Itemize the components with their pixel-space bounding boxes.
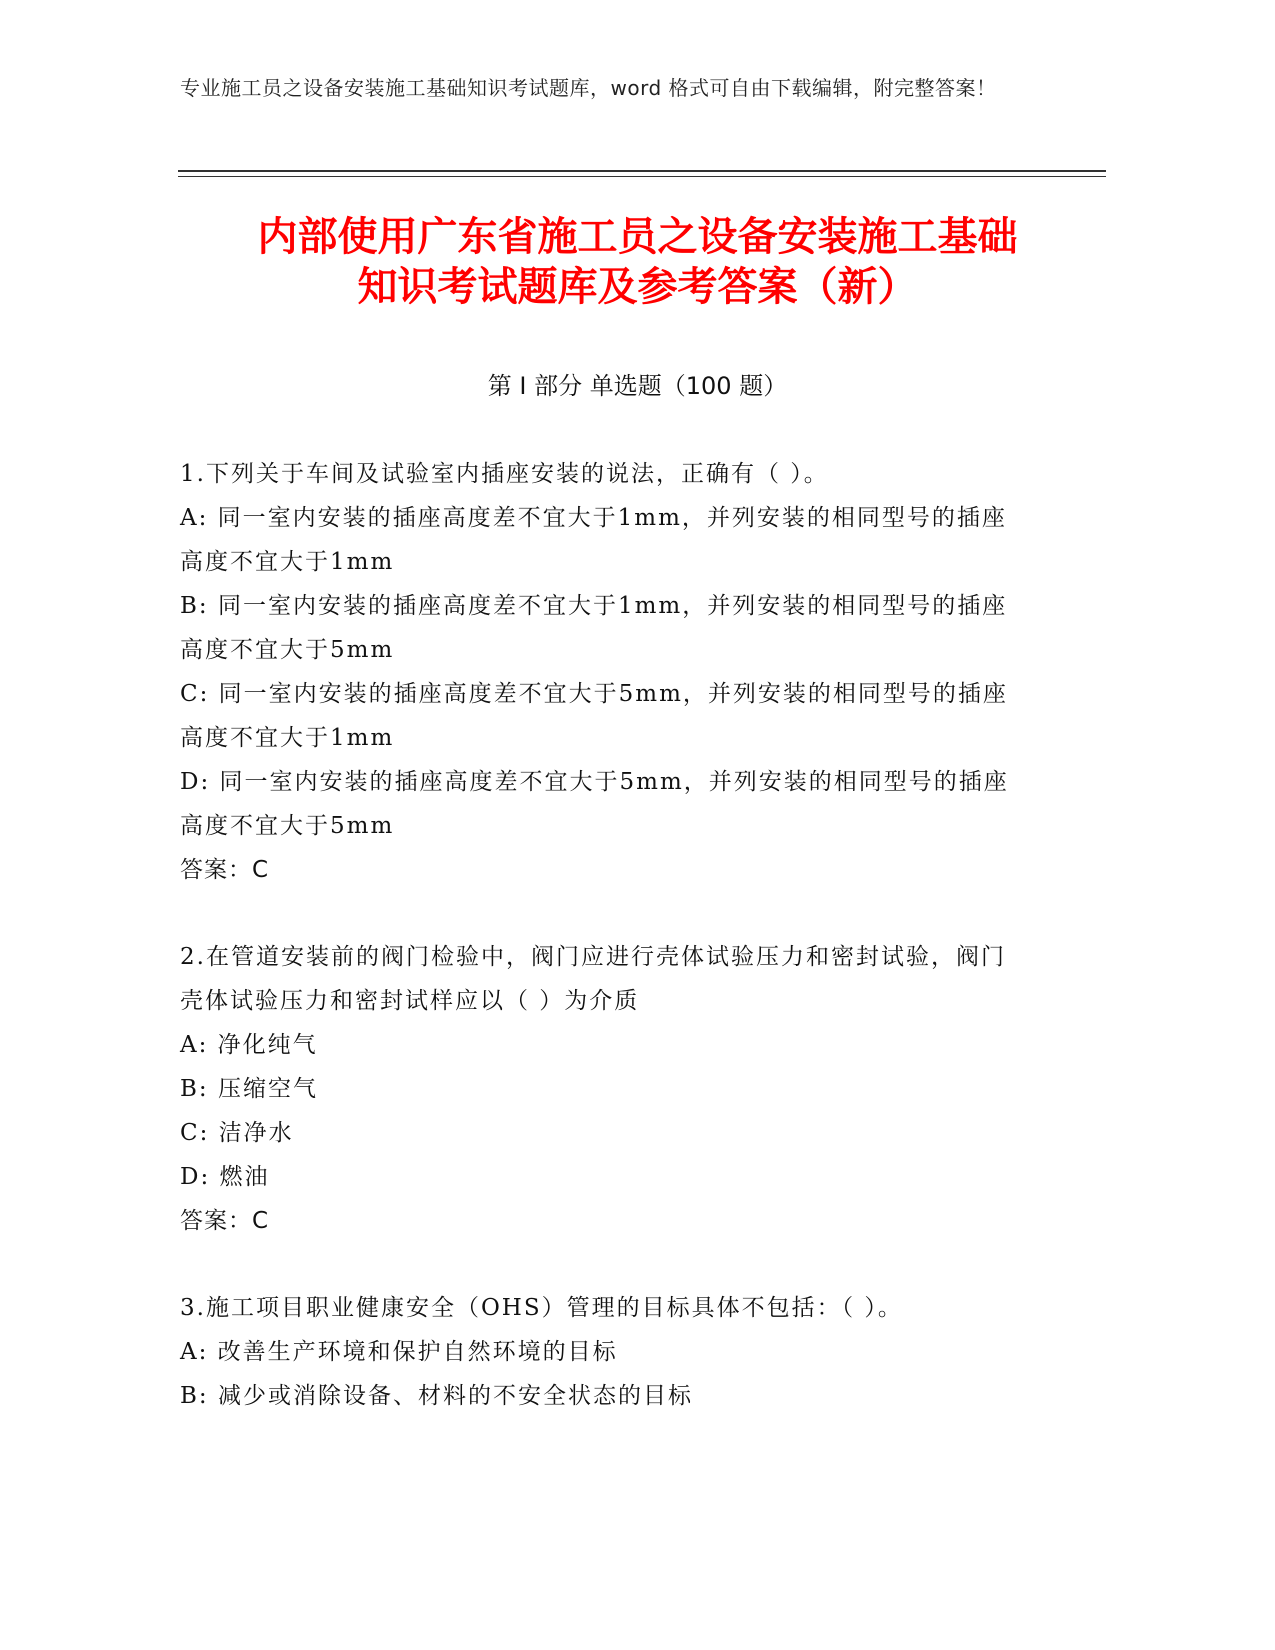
option-d: D: 燃油 xyxy=(180,1164,270,1190)
question-2 xyxy=(180,935,1030,1243)
question-stem: 3.施工项目职业健康安全（OHS）管理的目标具体不包括：（ ）。 xyxy=(180,1295,903,1321)
option-a: A: 同一室内安装的插座高度差不宜大于1mm，并列安装的相同型号的插座高度不宜大于1mm xyxy=(180,505,1007,575)
question-3 xyxy=(180,1286,1030,1418)
question-stem: 1.下列关于车间及试验室内插座安装的说法，正确有（ ）。 xyxy=(180,461,829,487)
option-a: A: 改善生产环境和保护自然环境的目标 xyxy=(180,1339,618,1365)
header-divider-thick xyxy=(178,170,1106,172)
option-a: A: 净化纯气 xyxy=(180,1032,318,1058)
question-stem: 2.在管道安装前的阀门检验中，阀门应进行壳体试验压力和密封试验，阀门壳体试验压力和密封试样应以（ ）为介质 xyxy=(180,944,1006,1014)
option-d: D: 同一室内安装的插座高度差不宜大于5mm，并列安装的相同型号的插座高度不宜大于5mm xyxy=(180,769,1009,839)
option-c: C: 同一室内安装的插座高度差不宜大于5mm，并列安装的相同型号的插座高度不宜大于1mm xyxy=(180,681,1008,751)
answer-text: 答案：C xyxy=(180,1208,270,1234)
option-b: B: 减少或消除设备、材料的不安全状态的目标 xyxy=(180,1383,693,1409)
question-1 xyxy=(180,452,1030,892)
answer-text: 答案：C xyxy=(180,857,270,883)
option-c: C: 洁净水 xyxy=(180,1120,294,1146)
document-title-line-1: 内部使用广东省施工员之设备安装施工基础 xyxy=(257,214,1018,260)
section-title: 第 I 部分 单选题（100 题） xyxy=(487,372,788,400)
document-title xyxy=(150,212,1125,312)
header-note: 专业施工员之设备安装施工基础知识考试题库，word 格式可自由下载编辑，附完整答案！ xyxy=(180,76,997,100)
question-list xyxy=(180,452,1030,1461)
option-b: B: 同一室内安装的插座高度差不宜大于1mm，并列安装的相同型号的插座高度不宜大于5mm xyxy=(180,593,1008,663)
document-title-line-2: 知识考试题库及参考答案（新） xyxy=(357,264,918,310)
option-b: B: 压缩空气 xyxy=(180,1076,318,1102)
header-divider-thin xyxy=(178,176,1106,177)
